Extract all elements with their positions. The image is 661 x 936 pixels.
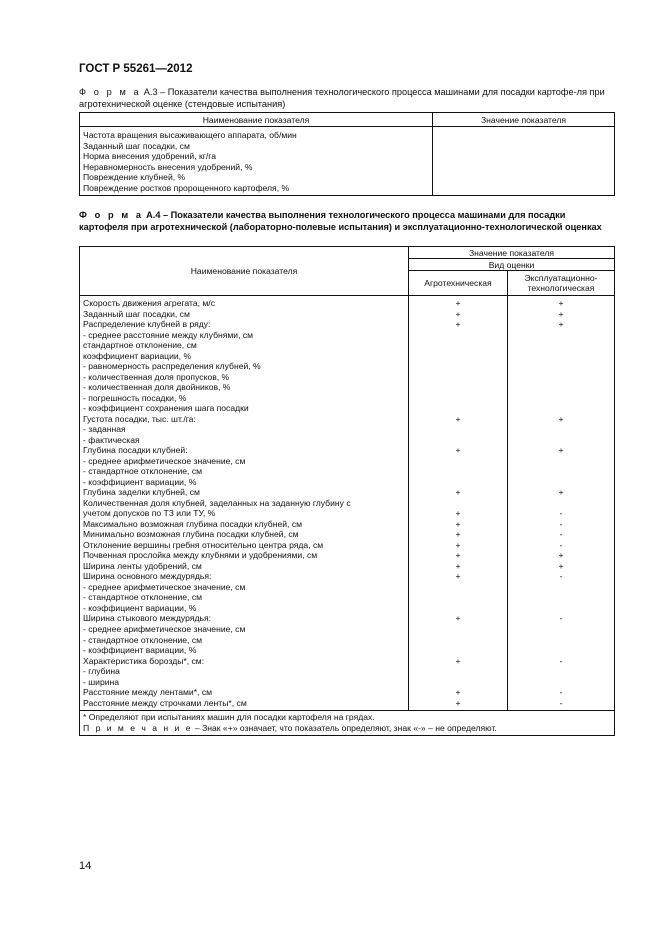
a4-col-value-header: Значение показателя	[409, 247, 615, 259]
a4-row-name: - стандартное отклонение, см	[83, 592, 203, 603]
a4-row-expl-mark: +	[558, 445, 564, 456]
a4-row-name: - среднее арифметическое значение, см	[83, 455, 246, 466]
a4-row-name: - коэффициент вариации, %	[83, 476, 197, 487]
form-a4-table	[79, 246, 615, 736]
a4-row-name: - коэффициент вариации, %	[83, 602, 197, 613]
a4-row-name: - коэффициент сохранения шага посадки	[83, 403, 249, 414]
a4-row-agro-mark: +	[455, 529, 461, 540]
a4-col-expl-line2: технологическая	[527, 283, 595, 293]
a4-row-expl-mark	[511, 624, 611, 635]
a4-row-agro-mark: +	[455, 655, 461, 666]
a4-row-expl-mark: -	[559, 518, 563, 529]
a3-row-name: Норма внесения удобрений, кг/га	[83, 151, 217, 162]
a4-row-agro-mark	[412, 677, 504, 688]
form-a3-caption	[79, 87, 613, 110]
a4-row-agro-mark	[412, 382, 504, 393]
a3-values-cell	[433, 127, 615, 196]
a4-row-name: - заданная	[83, 424, 126, 435]
a4-row-agro-mark: +	[455, 697, 461, 708]
a4-row-name: - фактическая	[83, 434, 140, 445]
a4-row-expl-mark	[511, 456, 611, 467]
a3-col-value-header: Значение показателя	[433, 113, 615, 127]
a4-row-expl-mark	[511, 372, 611, 383]
a4-row-expl-mark: -	[559, 697, 563, 708]
a4-footnote-cell	[80, 711, 615, 736]
a4-row-expl-mark	[511, 677, 611, 688]
a4-col-name-header: Наименование показателя	[80, 247, 409, 296]
a4-note	[83, 723, 611, 734]
a4-row-expl-mark: -	[559, 655, 563, 666]
a4-row-expl-mark	[511, 435, 611, 446]
a4-row-agro-mark	[412, 645, 504, 656]
a4-row-name: - равномерность распределения клубней, %	[83, 361, 261, 372]
a4-row-agro-mark: +	[455, 445, 461, 456]
a4-col-agro-header: Агротехническая	[409, 271, 508, 296]
a4-row-expl-mark: -	[559, 571, 563, 582]
a4-row-expl-mark	[511, 403, 611, 414]
a4-row-agro-mark	[412, 372, 504, 383]
a4-row-agro-mark	[412, 466, 504, 477]
form-a3-caption-text: А.3 – Показатели качества выполнения технологического процесса машинами для посадки картофе-ля при агротехнической оценке (стендовые испытания)	[79, 87, 605, 109]
a4-names-cell	[80, 296, 409, 711]
a4-row-name: - среднее расстояние между клубнями, см	[83, 329, 254, 340]
page-number: 14	[79, 860, 92, 872]
a4-row-agro-mark	[412, 351, 504, 362]
a4-row-name: учетом допусков по ТЗ или ТУ, %	[83, 508, 216, 519]
a4-col-kind-header: Вид оценки	[409, 259, 615, 271]
a4-row-agro-mark	[412, 603, 504, 614]
a3-row-name: Повреждение ростков пророщенного картофеля, %	[83, 182, 290, 193]
a4-row-name: - стандартное отклонение, см	[83, 634, 203, 645]
a4-row-expl-mark	[511, 466, 611, 477]
a4-row-name: - коэффициент вариации, %	[83, 645, 197, 656]
a4-row-expl-mark: +	[558, 560, 564, 571]
a4-col-expl-header	[508, 271, 615, 296]
a4-row-expl-mark	[511, 645, 611, 656]
a4-row-name: - глубина	[83, 666, 120, 677]
a4-row-expl-mark	[511, 330, 611, 341]
a4-row-expl-mark: +	[558, 487, 564, 498]
a3-row-name: Частота вращения высаживающего аппарата, об/мин	[83, 130, 297, 140]
a4-row-agro-mark	[412, 666, 504, 677]
a4-row-agro-mark: +	[455, 308, 461, 319]
a4-row-agro-mark: +	[455, 560, 461, 571]
a4-row-name: - стандартное отклонение, см	[83, 466, 203, 477]
a4-row-name: - количественная доля двойников, %	[83, 382, 231, 393]
a4-row-agro-mark: +	[455, 518, 461, 529]
a4-row-name: Минимально возможная глубина посадки клубней, см	[83, 529, 299, 540]
a4-row-agro-mark	[412, 361, 504, 372]
a4-row-expl-mark: -	[559, 539, 563, 550]
a4-row-expl-mark: +	[558, 413, 564, 424]
a4-row-expl-mark: +	[558, 319, 564, 330]
a4-row-expl-mark: +	[558, 550, 564, 561]
a4-row-agro-mark	[412, 624, 504, 635]
a4-row-expl-mark: -	[559, 508, 563, 519]
form-a3-table	[79, 112, 615, 196]
a4-row-agro-mark	[412, 393, 504, 404]
a4-row-expl-mark	[511, 666, 611, 677]
a3-row-name: Повреждение клубней, %	[83, 172, 186, 183]
a4-row-name: - ширина	[83, 676, 120, 687]
form-a4-form-word: Ф о р м а	[79, 210, 144, 220]
a4-row-expl-mark	[511, 393, 611, 404]
a4-row-expl-mark	[511, 592, 611, 603]
a4-row-expl-mark	[511, 340, 611, 351]
a3-names-cell	[80, 127, 433, 196]
a4-row-expl-mark	[511, 603, 611, 614]
a4-row-agro-mark: +	[455, 508, 461, 519]
a4-row-expl-mark	[511, 498, 611, 509]
a4-row-agro-mark	[412, 635, 504, 646]
a4-note-text: – Знак «+» означает, что показатель определяют, знак «-» – не определяют.	[192, 723, 497, 734]
a4-row-agro-mark	[412, 403, 504, 414]
a4-row-name: Количественная доля клубней, заделанных на заданную глубину с	[83, 497, 351, 508]
a4-row-expl-mark: +	[558, 298, 564, 308]
a4-row-agro-mark: +	[455, 413, 461, 424]
a4-footnote: * Определяют при испытаниях машин для посадки картофеля на грядах.	[83, 712, 375, 723]
a4-row-name: Глубина заделки клубней, см	[83, 487, 200, 498]
a4-row-name: Максимально возможная глубина посадки клубней, см	[83, 518, 303, 529]
a4-row-agro-mark: +	[455, 319, 461, 330]
a4-row-agro-mark: +	[455, 571, 461, 582]
form-a3-form-word: Ф о р м а	[79, 87, 142, 97]
a4-row-agro-mark: +	[455, 687, 461, 698]
a4-row-expl-mark	[511, 635, 611, 646]
a4-row-name: Заданный шаг посадки, см	[83, 308, 190, 319]
a3-row-name: Заданный шаг посадки, см	[83, 140, 190, 151]
a4-row-expl-mark: -	[559, 613, 563, 624]
a4-row-agro-mark	[412, 435, 504, 446]
a4-row-agro-mark: +	[455, 487, 461, 498]
a4-row-agro-mark	[412, 477, 504, 488]
a4-row-name: стандартное отклонение, см	[83, 340, 197, 351]
a4-row-expl-mark	[511, 351, 611, 362]
a4-row-agro-mark	[412, 330, 504, 341]
a4-row-name: Ширина ленты удобрений, см	[83, 560, 202, 571]
a4-row-name: - количественная доля пропусков, %	[83, 371, 230, 382]
a4-row-name: Глубина посадки клубней:	[83, 445, 188, 456]
a4-row-name: Расстояние между строчками ленты*, см	[83, 697, 247, 708]
a3-row-name: Неравномерность внесения удобрений, %	[83, 161, 253, 172]
a4-row-name: Характеристика борозды*, см:	[83, 655, 205, 666]
a4-row-name: - среднее арифметическое значение, см	[83, 581, 246, 592]
a4-row-name: Распределение клубней в ряду:	[83, 319, 211, 330]
a4-row-name: коэффициент вариации, %	[83, 350, 192, 361]
a3-col-name-header: Наименование показателя	[80, 113, 433, 127]
a4-row-expl-mark	[511, 582, 611, 593]
a4-row-agro-mark	[412, 456, 504, 467]
a4-row-name: Отклонение вершины гребня относительно центра ряда, см	[83, 539, 324, 550]
a4-row-expl-mark	[511, 477, 611, 488]
a4-row-expl-mark: +	[558, 308, 564, 319]
a4-agro-cell	[409, 296, 508, 711]
a4-row-agro-mark: +	[455, 613, 461, 624]
a4-row-name: Густота посадки, тыс. шт./га:	[83, 413, 196, 424]
a4-row-agro-mark: +	[455, 539, 461, 550]
a4-row-agro-mark: +	[455, 550, 461, 561]
a4-row-name: - погрешность посадки, %	[83, 392, 187, 403]
a4-expl-cell	[508, 296, 615, 711]
form-a4-caption	[79, 210, 613, 233]
a4-col-expl-line1: Эксплуатационно-	[524, 273, 598, 283]
document-header: ГОСТ Р 55261—2012	[79, 63, 193, 75]
a4-row-expl-mark: -	[559, 687, 563, 698]
a4-row-expl-mark	[511, 382, 611, 393]
a4-row-name: Почвенная прослойка между клубнями и удобрениями, см	[83, 550, 318, 561]
form-a4-caption-text: А.4 – Показатели качества выполнения технологического процесса машинами для посадки картофеля при агротехнической (лабораторно-полевые испытания) и эксплуатационно-технологической оценках	[79, 210, 602, 232]
a4-row-expl-mark	[511, 424, 611, 435]
a4-row-agro-mark	[412, 340, 504, 351]
a4-row-agro-mark	[412, 498, 504, 509]
a4-row-agro-mark	[412, 592, 504, 603]
a4-row-agro-mark	[412, 424, 504, 435]
a4-row-name: - среднее арифметическое значение, см	[83, 623, 246, 634]
a4-row-expl-mark	[511, 361, 611, 372]
a4-row-expl-mark: -	[559, 529, 563, 540]
a4-row-name: Ширина основного междурядья:	[83, 571, 212, 582]
a4-row-name: Ширина стыкового междурядья:	[83, 613, 211, 624]
a4-row-name: Расстояние между лентами*, см	[83, 687, 213, 698]
a4-note-word: П р и м е ч а н и е	[83, 723, 193, 734]
a4-row-agro-mark: +	[455, 298, 461, 308]
a4-row-agro-mark	[412, 582, 504, 593]
a4-row-name: Скорость движения агрегата, м/с	[83, 298, 215, 308]
